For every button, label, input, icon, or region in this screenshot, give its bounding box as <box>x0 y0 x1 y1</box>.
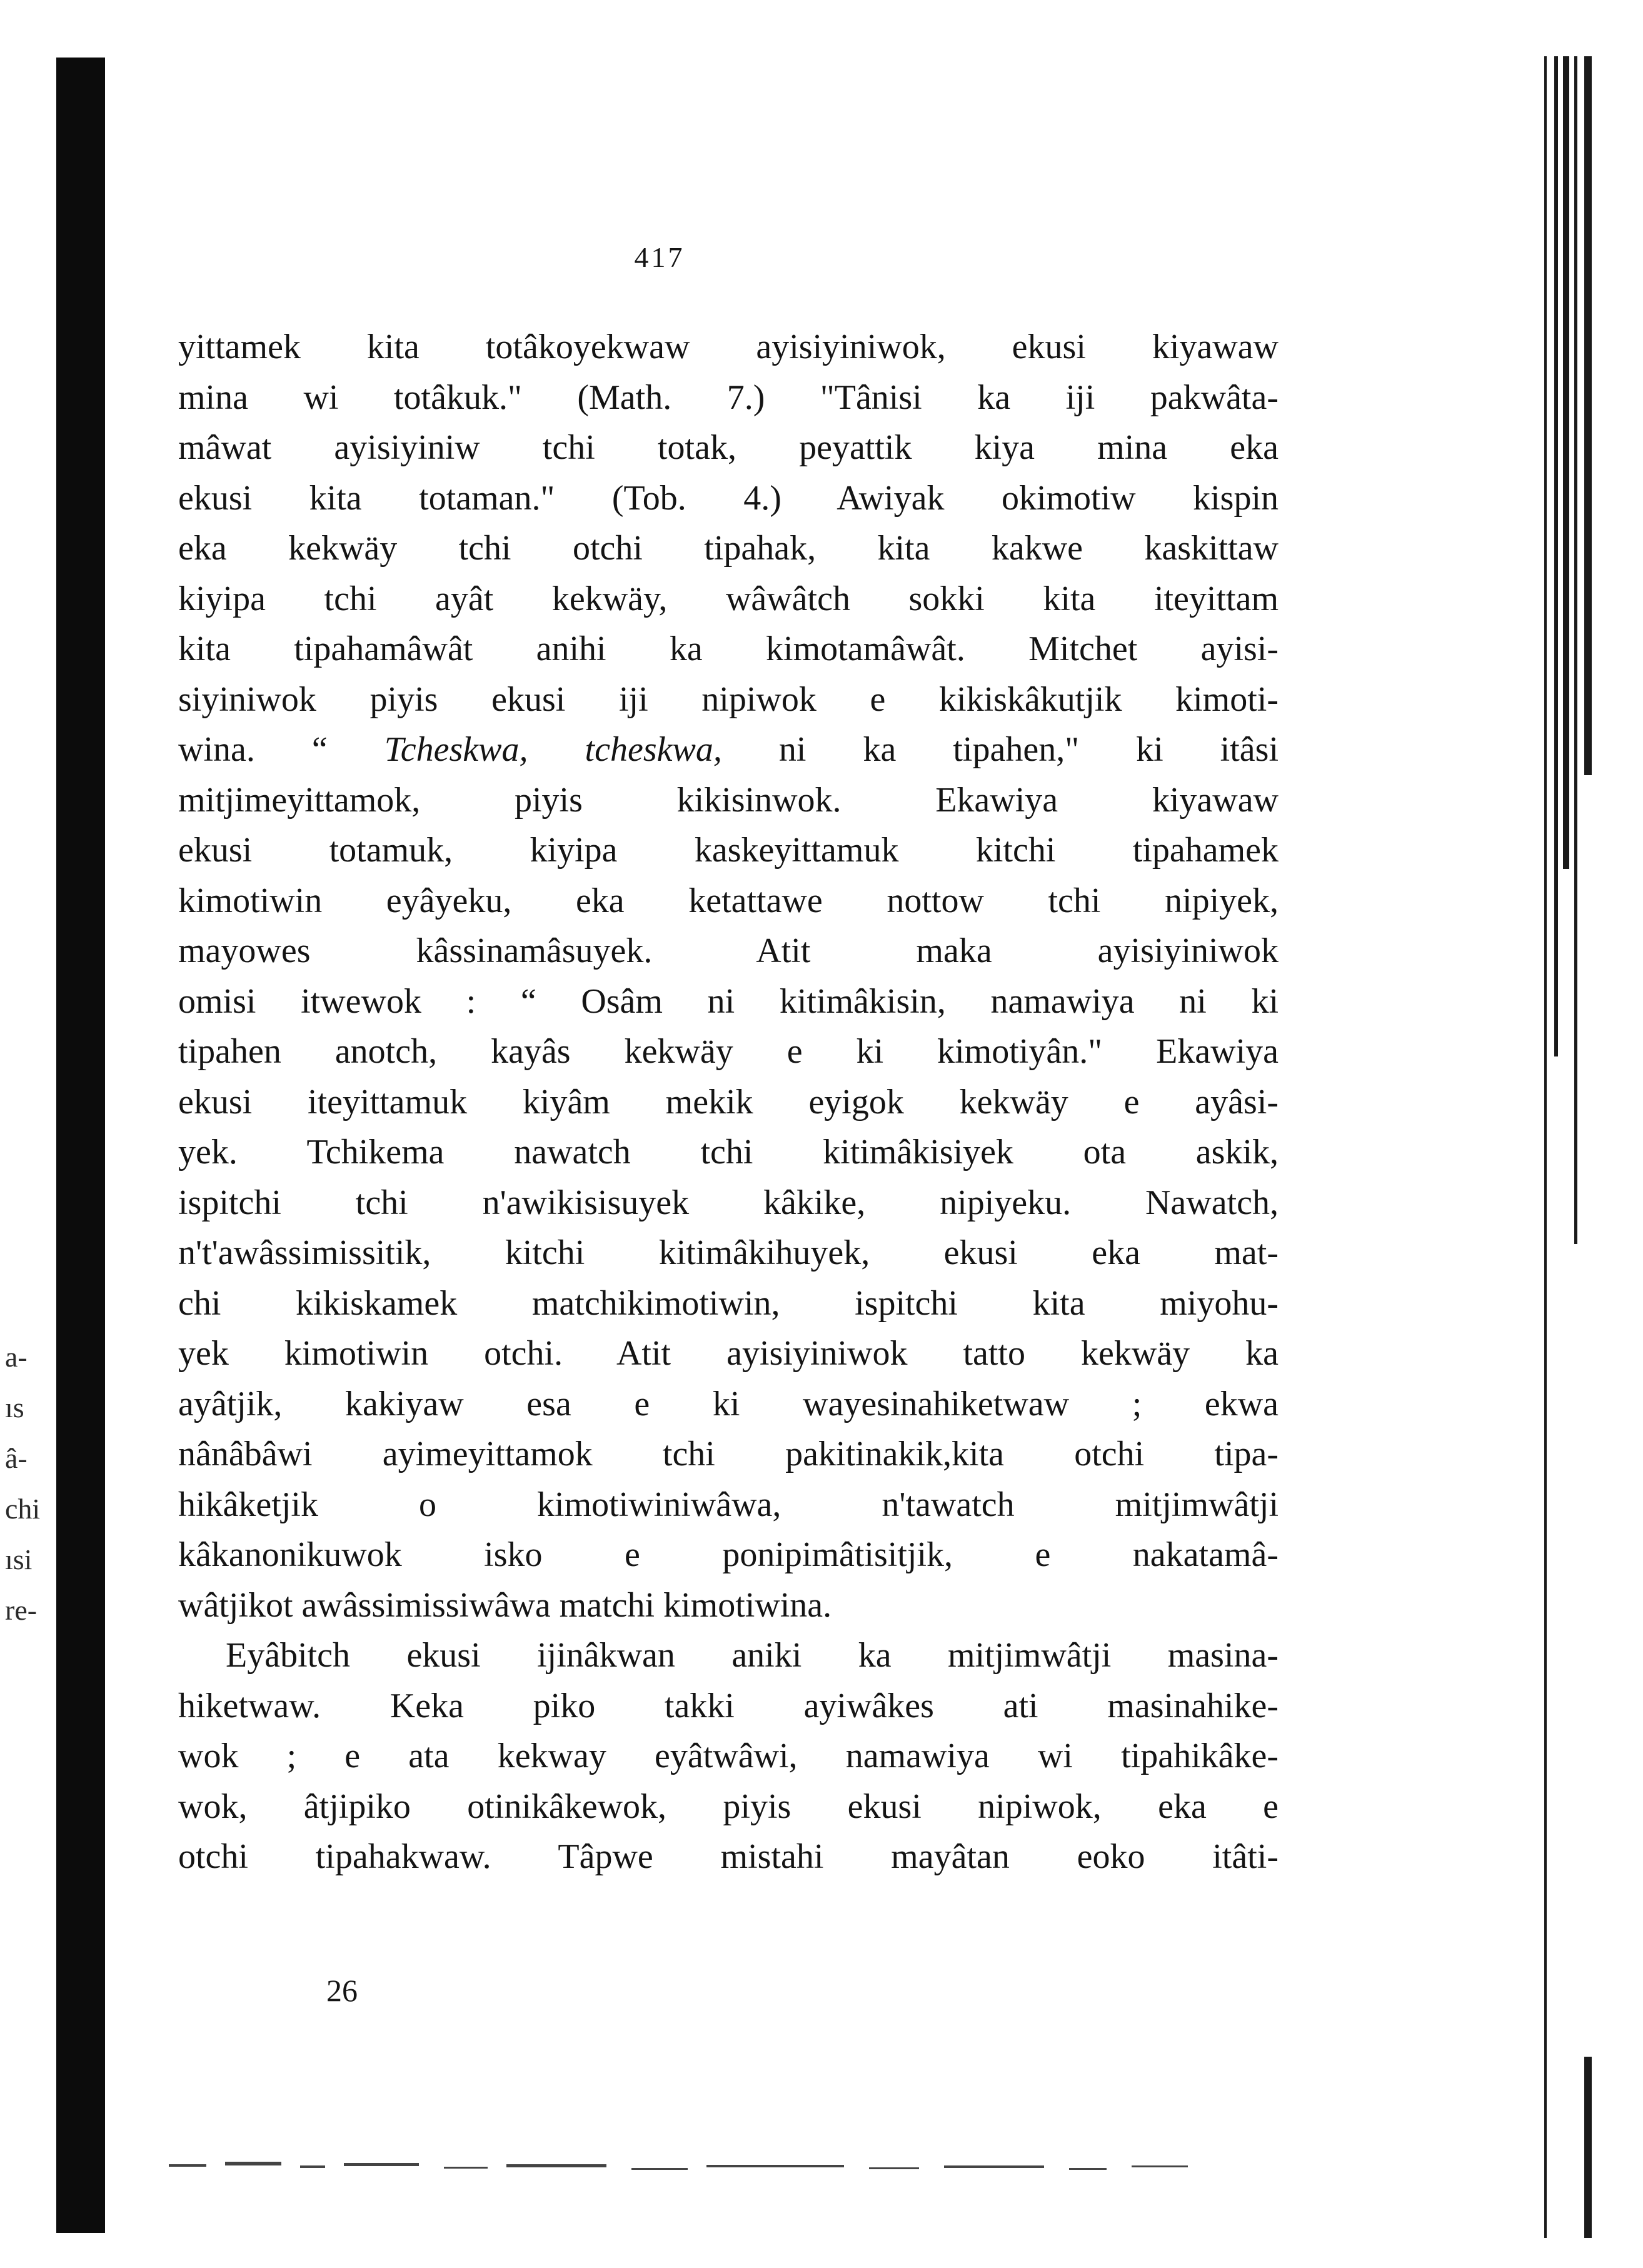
page-edge-artifacts <box>1544 56 1594 2238</box>
text-line: ekusi totamuk, kiyipa kaskeyittamuk kitchi tipahamek <box>178 831 1279 870</box>
signature-mark: 26 <box>326 1973 358 2008</box>
text-line: kâkanonikuwok isko e ponipimâtisitjik, e nakatamâ- <box>178 1535 1279 1574</box>
text-line <box>178 725 1279 775</box>
text-line: eka kekwäy tchi otchi tipahak, kita kakwe kaskittaw <box>178 529 1279 568</box>
text-line: hiketwaw. Keka piko takki ayiwâkes ati masinahike- <box>178 1686 1279 1725</box>
text-line: hikâketjik o kimotiwiniwâwa, n'tawatch mitjimwâtji <box>178 1485 1279 1524</box>
text-line: omisi itwewok : “ Osâm ni kitimâkisin, namawiya ni ki <box>178 981 1279 1021</box>
paragraph <box>178 322 1279 1630</box>
margin-fragment: re- <box>5 1594 38 1626</box>
text-line: ekusi kita totaman." (Tob. 4.) Awiyak okimotiw kispin <box>178 478 1279 518</box>
text-line: wok, âtjipiko otinikâkewok, piyis ekusi nipiwok, eka e <box>178 1787 1279 1826</box>
binding-gutter-shadow <box>56 58 105 2233</box>
margin-fragment: ıs <box>5 1392 24 1423</box>
text-line: wok ; e ata kekway eyâtwâwi, namawiya wi tipahikâke- <box>178 1737 1279 1775</box>
text-line: nânâbâwi ayimeyittamok tchi pakitinakik,kita otchi tipa- <box>178 1435 1279 1473</box>
text-line: tipahen anotch, kayâs kekwäy e ki kimotiyân." Ekawiya <box>178 1032 1279 1071</box>
margin-fragment: chi <box>5 1493 41 1525</box>
text-line: mitjimeyittamok, piyis kikisinwok. Ekawiya kiyawaw <box>178 780 1279 820</box>
text-line: mayowes kâssinamâsuyek. Atit maka ayisiyiniwok <box>178 931 1279 970</box>
text-line: siyiniwok piyis ekusi iji nipiwok e kikiskâkutjik kimoti- <box>178 680 1279 719</box>
text-line: chi kikiskamek matchikimotiwin, ispitchi kita miyohu- <box>178 1283 1279 1323</box>
page-number: 417 <box>634 241 685 273</box>
text-line: mina wi totâkuk." (Math. 7.) "Tânisi ka iji pakwâta- <box>178 378 1279 417</box>
text-run: ni ka tipahen," ki itâsi <box>721 730 1279 769</box>
body-text <box>178 322 1279 1882</box>
text-line: Eyâbitch ekusi ijinâkwan aniki ka mitjimwâtji masina- <box>226 1636 1279 1675</box>
text-line: mâwat ayisiyiniw tchi totak, peyattik kiya mina eka <box>178 428 1279 467</box>
text-line: ayâtjik, kakiyaw esa e ki wayesinahiketwaw ; ekwa <box>178 1384 1279 1423</box>
text-line: yek kimotiwin otchi. Atit ayisiyiniwok tatto kekwäy ka <box>178 1334 1279 1373</box>
text-line: ispitchi tchi n'awikisisuyek kâkike, nipiyeku. Nawatch, <box>178 1183 1279 1222</box>
scan-noise <box>156 2155 1313 2180</box>
text-line: n't'awâssimissitik, kitchi kitimâkihuyek, ekusi eka mat- <box>178 1233 1279 1272</box>
margin-fragment: ısi <box>5 1543 33 1575</box>
italic-quote: Tcheskwa, tcheskwa, <box>384 730 722 769</box>
text-line: ekusi iteyittamuk kiyâm mekik eyigok kekwäy e ayâsi- <box>178 1082 1279 1121</box>
text-line: kiyipa tchi ayât kekwäy, wâwâtch sokki kita iteyittam <box>178 579 1279 618</box>
adjacent-page-margin-fragments <box>5 1332 80 1635</box>
text-line: yek. Tchikema nawatch tchi kitimâkisiyek ota askik, <box>178 1133 1279 1172</box>
margin-fragment: a- <box>5 1341 28 1373</box>
margin-fragment: â- <box>5 1442 28 1474</box>
text-line: otchi tipahakwaw. Tâpwe mistahi mayâtan eoko itâti- <box>178 1837 1279 1876</box>
text-line: kimotiwin eyâyeku, eka ketattawe nottow tchi nipiyek, <box>178 881 1279 920</box>
text-run: wina. “ <box>178 730 384 769</box>
text-line: wâtjikot awâssimissiwâwa matchi kimotiwina. <box>178 1585 832 1625</box>
paragraph <box>178 1630 1279 1882</box>
text-line: yittamek kita totâkoyekwaw ayisiyiniwok, ekusi kiyawaw <box>178 328 1279 366</box>
text-line: kita tipahamâwât anihi ka kimotamâwât. Mitchet ayisi- <box>178 630 1279 668</box>
